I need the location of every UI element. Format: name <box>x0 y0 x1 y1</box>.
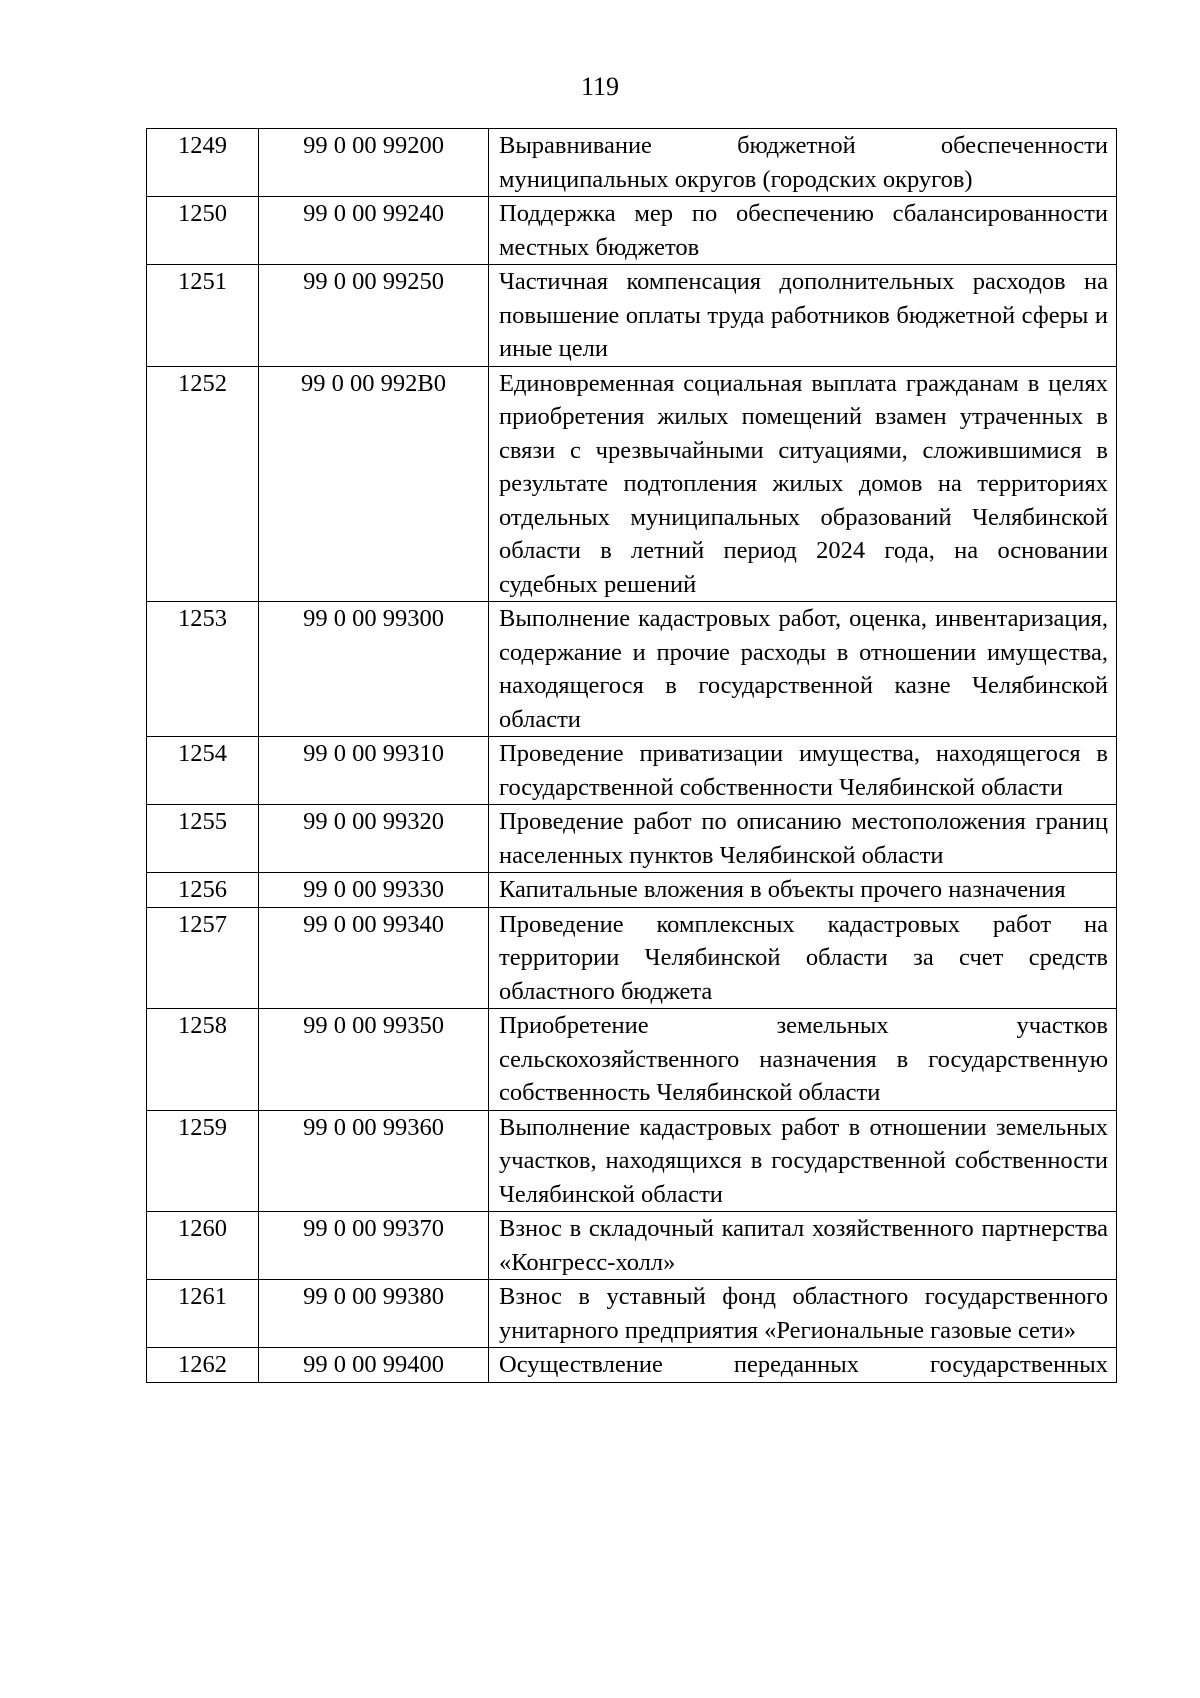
target-article-code-cell: 99 0 00 99350 <box>259 1009 489 1111</box>
expense-name-cell: Проведение работ по описанию местоположения границ населенных пунктов Челябинской области <box>489 805 1117 873</box>
expense-name-cell: Проведение приватизации имущества, находящегося в государственной собственности Челябинской области <box>489 737 1117 805</box>
row-number-cell: 1258 <box>147 1009 259 1111</box>
target-article-code-cell: 99 0 00 99340 <box>259 907 489 1009</box>
target-article-code-cell: 99 0 00 99300 <box>259 602 489 737</box>
expense-name-cell: Выполнение кадастровых работ, оценка, инвентаризация, содержание и прочие расходы в отношении имущества, находящегося в государственной казне Челябинской области <box>489 602 1117 737</box>
table-row <box>147 873 1117 908</box>
table-row <box>147 1212 1117 1280</box>
target-article-code-cell: 99 0 00 99240 <box>259 197 489 265</box>
expense-name-cell: Выравнивание бюджетной обеспеченности муниципальных округов (городских округов) <box>489 129 1117 197</box>
expense-name-cell: Единовременная социальная выплата гражданам в целях приобретения жилых помещений взамен утраченных в связи с чрезвычайными ситуациями, сложившимися в результате подтопления жилых домов на территориях отдельных муниципальных образований Челябинской области в летний период 2024 года, на основании судебных решений <box>489 366 1117 602</box>
target-article-code-cell: 99 0 00 99200 <box>259 129 489 197</box>
table-row <box>147 907 1117 1009</box>
table-row <box>147 805 1117 873</box>
target-article-code-cell: 99 0 00 99250 <box>259 265 489 367</box>
table-row <box>147 1110 1117 1212</box>
target-article-code-cell: 99 0 00 99320 <box>259 805 489 873</box>
page-number: 119 <box>580 72 620 101</box>
expense-name-cell: Капитальные вложения в объекты прочего назначения <box>489 873 1117 908</box>
table-row <box>147 129 1117 197</box>
budget-classification-table <box>146 128 1117 1383</box>
table-row <box>147 265 1117 367</box>
table-row <box>147 737 1117 805</box>
row-number-cell: 1252 <box>147 366 259 602</box>
expense-name-cell: Выполнение кадастровых работ в отношении земельных участков, находящихся в государственной собственности Челябинской области <box>489 1110 1117 1212</box>
expense-name-cell: Осуществление переданных государственных <box>489 1348 1117 1383</box>
expense-name-cell: Приобретение земельных участков сельскохозяйственного назначения в государственную собственность Челябинской области <box>489 1009 1117 1111</box>
table-row <box>147 602 1117 737</box>
row-number-cell: 1256 <box>147 873 259 908</box>
target-article-code-cell: 99 0 00 99330 <box>259 873 489 908</box>
table-row <box>147 1009 1117 1111</box>
table-row <box>147 197 1117 265</box>
target-article-code-cell: 99 0 00 99360 <box>259 1110 489 1212</box>
target-article-code-cell: 99 0 00 99400 <box>259 1348 489 1383</box>
row-number-cell: 1250 <box>147 197 259 265</box>
target-article-code-cell: 99 0 00 99370 <box>259 1212 489 1280</box>
table-row <box>147 366 1117 602</box>
target-article-code-cell: 99 0 00 99310 <box>259 737 489 805</box>
row-number-cell: 1259 <box>147 1110 259 1212</box>
target-article-code-cell: 99 0 00 99380 <box>259 1280 489 1348</box>
table-row <box>147 1348 1117 1383</box>
row-number-cell: 1251 <box>147 265 259 367</box>
target-article-code-cell: 99 0 00 992В0 <box>259 366 489 602</box>
row-number-cell: 1254 <box>147 737 259 805</box>
row-number-cell: 1255 <box>147 805 259 873</box>
expense-name-cell: Поддержка мер по обеспечению сбалансированности местных бюджетов <box>489 197 1117 265</box>
row-number-cell: 1249 <box>147 129 259 197</box>
row-number-cell: 1260 <box>147 1212 259 1280</box>
expense-name-cell: Частичная компенсация дополнительных расходов на повышение оплаты труда работников бюджетной сферы и иные цели <box>489 265 1117 367</box>
row-number-cell: 1261 <box>147 1280 259 1348</box>
expense-name-cell: Проведение комплексных кадастровых работ на территории Челябинской области за счет средств областного бюджета <box>489 907 1117 1009</box>
row-number-cell: 1262 <box>147 1348 259 1383</box>
expense-name-cell: Взнос в уставный фонд областного государственного унитарного предприятия «Региональные газовые сети» <box>489 1280 1117 1348</box>
table-row <box>147 1280 1117 1348</box>
row-number-cell: 1253 <box>147 602 259 737</box>
expense-name-cell: Взнос в складочный капитал хозяйственного партнерства «Конгресс-холл» <box>489 1212 1117 1280</box>
row-number-cell: 1257 <box>147 907 259 1009</box>
